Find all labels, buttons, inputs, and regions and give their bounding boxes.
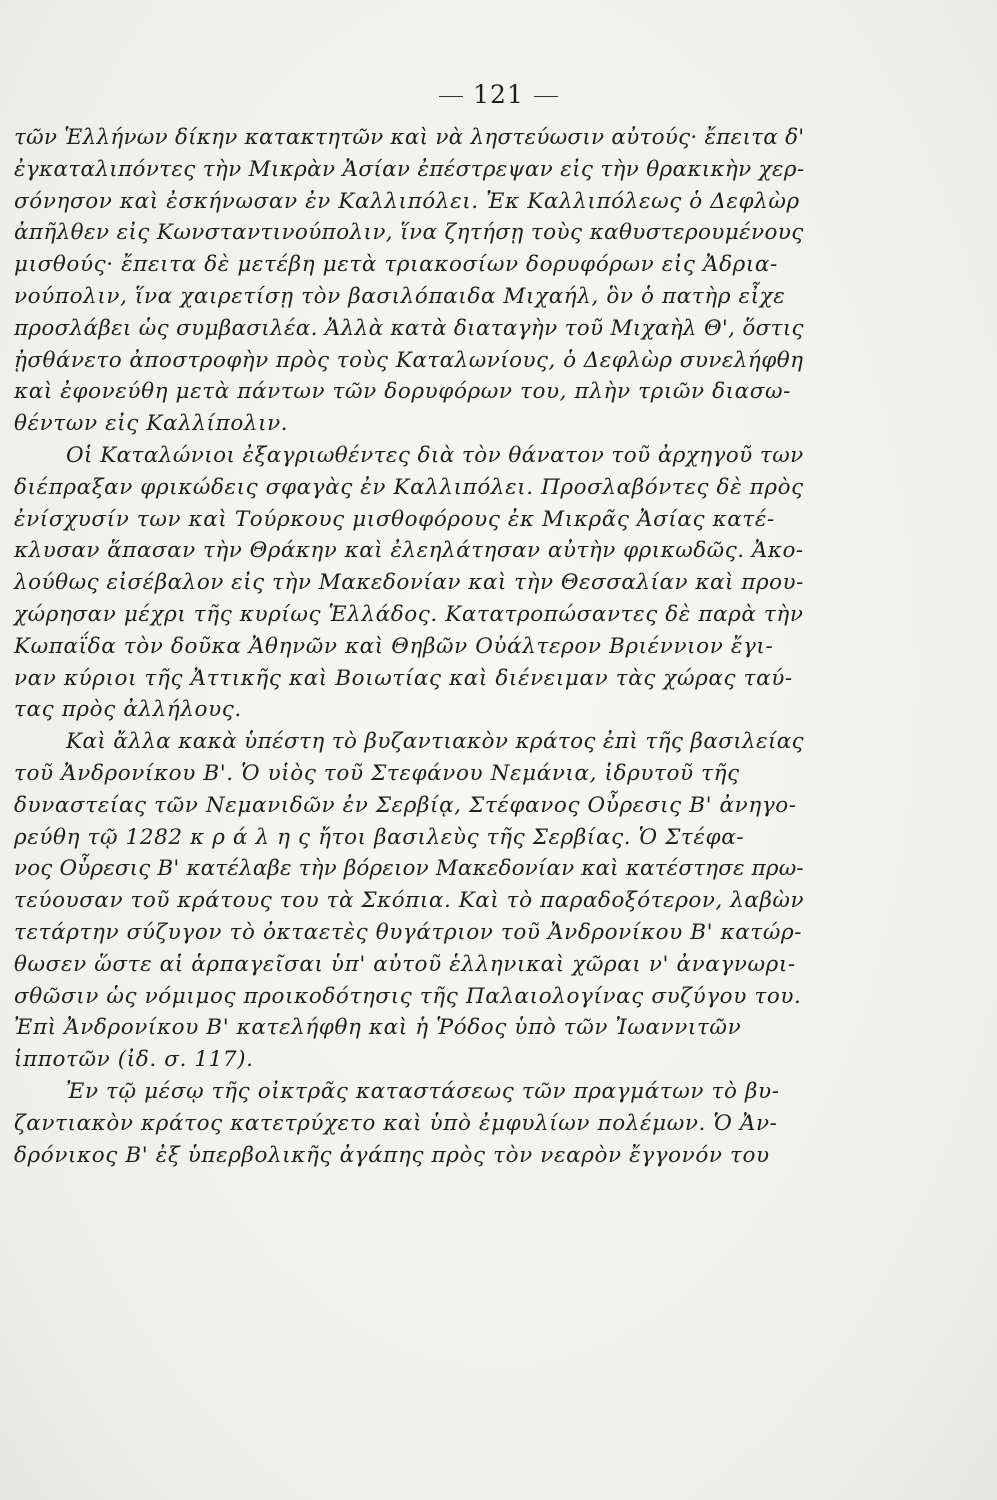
text-line: τετάρτην σύζυγον τὸ ὀκταετὲς θυγάτριον τοῦ Ἀνδρονίκου Β' κατώρ-: [14, 919, 803, 945]
text-line: δρόνικος Β' ἐξ ὑπερβολικῆς ἀγάπης πρὸς τὸν νεαρὸν ἔγγονόν του: [14, 1142, 770, 1168]
text-line: καὶ ἐφονεύθη μετὰ πάντων τῶν δορυφόρων του, πλὴν τριῶν διασω-: [14, 379, 792, 405]
text-line: δυναστείας τῶν Νεμανιδῶν ἐν Σερβίᾳ, Στέφανος Οὖρεσις Β' ἀνηγο-: [14, 792, 797, 818]
text-line: ᾐσθάνετο ἀποστροφὴν πρὸς τοὺς Καταλωνίους, ὁ Δεφλὼρ συνελήφθη: [14, 347, 804, 373]
text-line: ἐγκαταλιπόντες τὴν Μικρὰν Ἀσίαν ἐπέστρεψαν εἰς τὴν θρακικὴν χερ-: [14, 156, 805, 182]
text-line: νος Οὖρεσις Β' κατέλαβε τὴν βόρειον Μακεδονίαν καὶ κατέστησε πρω-: [14, 856, 804, 882]
text-line: νούπολιν, ἵνα χαιρετίσῃ τὸν βασιλόπαιδα Μιχαήλ, ὃν ὁ πατὴρ εἶχε: [14, 283, 786, 309]
text-line: ζαντιακὸν κράτος κατετρύχετο καὶ ὑπὸ ἐμφυλίων πολέμων. Ὁ Ἀν-: [14, 1110, 778, 1136]
right-dash: [534, 96, 558, 97]
text-line: ἱπποτῶν (ἰδ. σ. 117).: [14, 1047, 254, 1073]
text-line: χώρησαν μέχρι τῆς κυρίως Ἑλλάδος. Κατατροπώσαντες δὲ παρὰ τὴν: [14, 601, 804, 627]
text-line: ἀπῆλθεν εἰς Κωνσταντινούπολιν, ἵνα ζητήσῃ τοὺς καθυστερουμένους: [14, 220, 804, 246]
text-line: ναν κύριοι τῆς Ἀττικῆς καὶ Βοιωτίας καὶ διένειμαν τὰς χώρας ταύ-: [14, 665, 793, 691]
body-text: [14, 122, 804, 1171]
text-line: Ἐπὶ Ἀνδρονίκου Β' κατελήφθη καὶ ἡ Ῥόδος ὑπὸ τῶν Ἰωαννιτῶν: [14, 1015, 742, 1041]
text-line: τας πρὸς ἀλλήλους.: [14, 697, 242, 723]
text-line: διέπραξαν φρικώδεις σφαγὰς ἐν Καλλιπόλει. Προσλαβόντες δὲ πρὸς: [14, 474, 804, 500]
text-line: Καὶ ἄλλα κακὰ ὑπέστη τὸ βυζαντιακὸν κράτος ἐπὶ τῆς βασιλείας: [66, 729, 805, 755]
text-line: σόνησον καὶ ἐσκήνωσαν ἐν Καλλιπόλει. Ἐκ Καλλιπόλεως ὁ Δεφλὼρ: [14, 188, 800, 214]
text-line: Οἱ Καταλώνιοι ἐξαγριωθέντες διὰ τὸν θάνατον τοῦ ἀρχηγοῦ των: [66, 442, 804, 468]
text-line: Κωπαΐδα τὸν δοῦκα Ἀθηνῶν καὶ Θηβῶν Οὐάλτερον Βριέννιον ἔγι-: [14, 633, 774, 659]
text-line: θωσεν ὥστε αἱ ἁρπαγεῖσαι ὑπ' αὐτοῦ ἑλληνικαὶ χῶραι ν' ἀναγνωρι-: [14, 951, 796, 977]
text-line: τῶν Ἑλλήνων δίκην κατακτητῶν καὶ νὰ ληστεύωσιν αὐτούς· ἔπειτα δ': [14, 125, 805, 150]
text-line: τοῦ Ἀνδρονίκου Β'. Ὁ υἱὸς τοῦ Στεφάνου Νεμάνια, ἱδρυτοῦ τῆς: [14, 760, 740, 786]
text-line: κλυσαν ἅπασαν τὴν Θράκην καὶ ἐλεηλάτησαν αὐτὴν φρικωδῶς. Ἀκο-: [14, 538, 804, 564]
text-line: τεύουσαν τοῦ κράτους του τὰ Σκόπια. Καὶ τὸ παραδοξότερον, λαβὼν: [14, 888, 805, 914]
text-line: μισθούς· ἔπειτα δὲ μετέβη μετὰ τριακοσίων δορυφόρων εἰς Ἀδρια-: [14, 252, 778, 278]
text-line: θέντων εἰς Καλλίπολιν.: [14, 411, 289, 437]
left-dash: [439, 96, 463, 97]
text-line: λούθως εἰσέβαλον εἰς τὴν Μακεδονίαν καὶ τὴν Θεσσαλίαν καὶ πρου-: [14, 570, 804, 596]
text-line: σθῶσιν ὡς νόμιμος προικοδότησις τῆς Παλαιολογίνας συζύγου του.: [14, 983, 802, 1009]
page-number-header: [0, 80, 997, 109]
text-line: ρεύθη τῷ 1282 κ ρ ά λ η ς ἤτοι βασιλεὺς τῆς Σερβίας. Ὁ Στέφα-: [14, 824, 745, 850]
text-line: Ἐν τῷ μέσῳ τῆς οἰκτρᾶς καταστάσεως τῶν πραγμάτων τὸ βυ-: [66, 1078, 780, 1104]
text-line: ἐνίσχυσίν των καὶ Τούρκους μισθοφόρους ἐκ Μικρᾶς Ἀσίας κατέ-: [14, 506, 775, 532]
page-number: 121: [473, 80, 524, 109]
text-line: προσλάβει ὡς συμβασιλέα. Ἀλλὰ κατὰ διαταγὴν τοῦ Μιχαὴλ Θ', ὅστις: [14, 315, 804, 341]
